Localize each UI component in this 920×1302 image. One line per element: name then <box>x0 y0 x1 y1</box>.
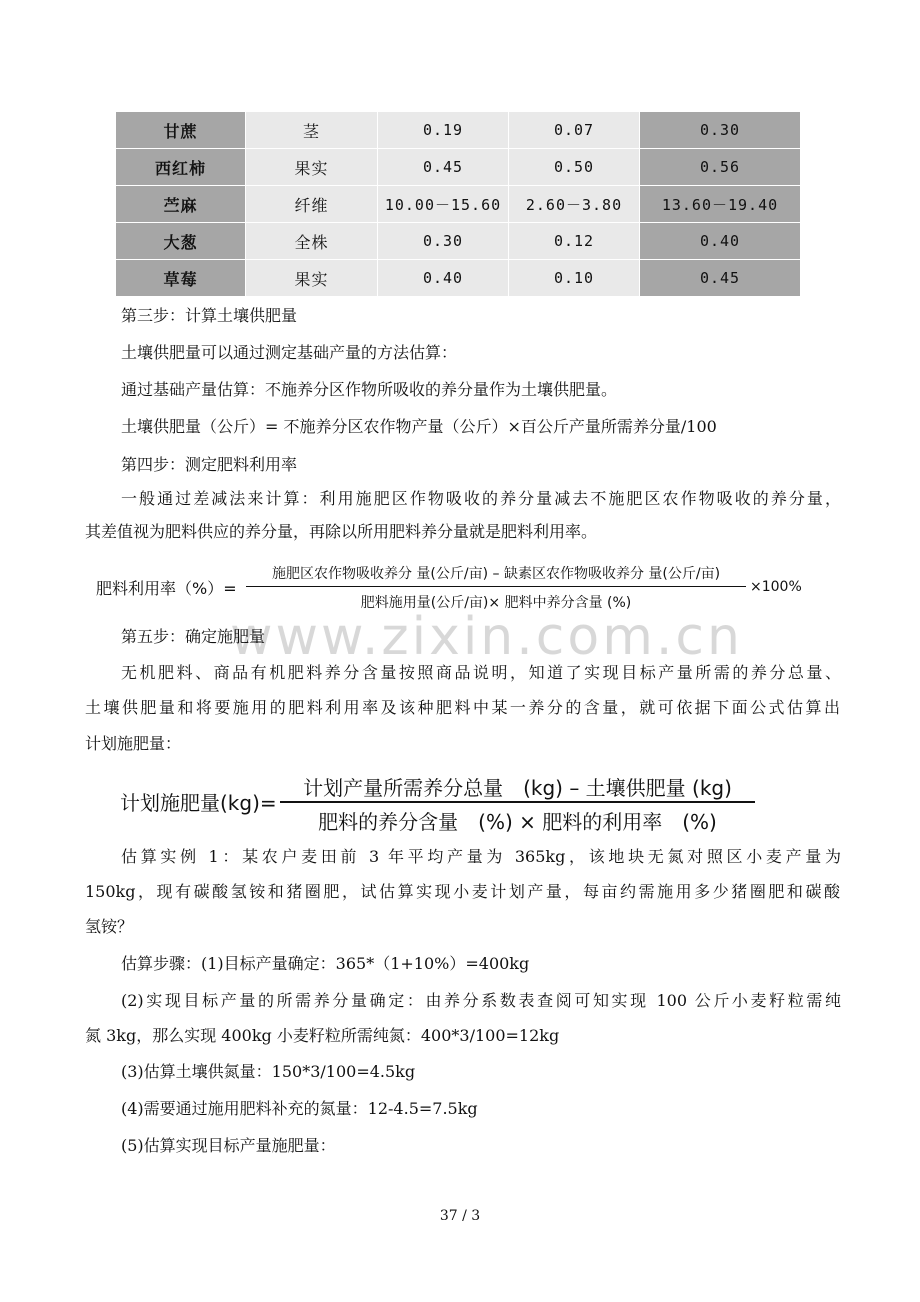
crop-name-cell: 大葱 <box>116 223 246 260</box>
table-row <box>116 186 801 223</box>
formula-lhs: 计划施肥量(kg)= <box>120 791 277 815</box>
table-row <box>116 149 801 186</box>
table-cell: 0.56 <box>640 149 801 186</box>
table-row <box>116 112 801 149</box>
fraction-bar <box>246 586 746 587</box>
table-row <box>116 223 801 260</box>
step-line: (2)实现目标产量的所需养分量确定：由养分系数表查阅可知实现 100 公斤小麦籽粒需纯 <box>121 991 841 1010</box>
nutrient-table <box>115 111 801 297</box>
table-row <box>116 260 801 297</box>
example-paragraph: 150kg，现有碳酸氢铵和猪圈肥，试估算实现小麦计划产量，每亩约需施用多少猪圈肥和碳酸 <box>85 882 840 901</box>
crop-name-cell: 苎麻 <box>116 186 246 223</box>
nutrient-table-body <box>116 112 801 297</box>
table-cell: 0.30 <box>378 223 509 260</box>
step-line: 估算步骤：(1)目标产量确定：365*（1+10%）=400kg <box>121 954 530 973</box>
paragraph: 其差值视为肥料供应的养分量，再除以所用肥料养分量就是肥料利用率。 <box>85 522 598 541</box>
table-cell: 0.07 <box>509 112 640 149</box>
table-cell: 0.40 <box>640 223 801 260</box>
formula-numerator: 计划产量所需养分总量 (kg) – 土壤供肥量 (kg) <box>303 776 732 800</box>
table-cell: 0.40 <box>378 260 509 297</box>
crop-name-cell: 甘蔗 <box>116 112 246 149</box>
formula-numerator: 施肥区农作物吸收养分 量(公斤/亩) – 缺素区农作物吸收养分 量(公斤/亩) <box>271 566 721 582</box>
planned-fertilizer-formula <box>120 770 780 832</box>
paragraph: 无机肥料、商品有机肥料养分含量按照商品说明，知道了实现目标产量所需的养分总量、 <box>121 663 841 682</box>
formula-denominator: 肥料施用量(公斤/亩)× 肥料中养分含量 (%) <box>360 595 632 611</box>
paragraph: 土壤供肥量和将要施用的肥料利用率及该种肥料中某一养分的含量，就可依据下面公式估算出 <box>85 698 840 717</box>
table-cell: 0.50 <box>509 149 640 186</box>
paragraph: 土壤供肥量（公斤）= 不施养分区农作物产量（公斤）×百公斤产量所需养分量/100 <box>121 417 717 436</box>
paragraph: 计划施肥量： <box>85 734 182 753</box>
formula-tail: ×100% <box>750 579 802 595</box>
step-line: (4)需要通过施用肥料补充的氮量：12-4.5=7.5kg <box>121 1099 478 1118</box>
formula-lhs: 肥料利用率（%）= <box>96 579 237 598</box>
crop-name-cell: 草莓 <box>116 260 246 297</box>
table-cell: 10.00－15.60 <box>378 186 509 223</box>
fraction-bar <box>280 801 755 803</box>
table-cell: 0.45 <box>378 149 509 186</box>
step4-heading: 第四步：测定肥料利用率 <box>121 455 298 474</box>
step-line: 氮 3kg，那么实现 400kg 小麦籽粒所需纯氮：400*3/100=12kg <box>85 1026 560 1045</box>
table-cell: 果实 <box>246 260 378 297</box>
step5-heading: 第五步：确定施肥量 <box>121 627 266 646</box>
table-cell: 2.60－3.80 <box>509 186 640 223</box>
formula-denominator: 肥料的养分含量 (%) × 肥料的利用率 (%) <box>318 810 717 834</box>
table-cell: 纤维 <box>246 186 378 223</box>
table-cell: 13.60－19.40 <box>640 186 801 223</box>
step-line: (3)估算土壤供氮量：150*3/100=4.5kg <box>121 1062 416 1081</box>
page-number: 37 / 3 <box>439 1208 481 1224</box>
paragraph: 土壤供肥量可以通过测定基础产量的方法估算： <box>121 343 458 362</box>
table-cell: 0.19 <box>378 112 509 149</box>
table-cell: 0.10 <box>509 260 640 297</box>
example-paragraph: 氢铵？ <box>85 917 134 936</box>
step-line: (5)估算实现目标产量施肥量： <box>121 1136 336 1155</box>
watermark: www.zixin.com.cn <box>230 607 743 667</box>
step3-heading: 第三步：计算土壤供肥量 <box>121 306 298 325</box>
example-paragraph: 估算实例 1：某农户麦田前 3 年平均产量为 365kg，该地块无氮对照区小麦产量为 <box>121 847 841 866</box>
table-cell: 全株 <box>246 223 378 260</box>
table-cell: 0.12 <box>509 223 640 260</box>
paragraph: 一般通过差减法来计算：利用施肥区作物吸收的养分量减去不施肥区农作物吸收的养分量， <box>121 489 841 508</box>
table-cell: 0.30 <box>640 112 801 149</box>
table-cell: 0.45 <box>640 260 801 297</box>
table-cell: 茎 <box>246 112 378 149</box>
table-cell: 果实 <box>246 149 378 186</box>
crop-name-cell: 西红柿 <box>116 149 246 186</box>
paragraph: 通过基础产量估算：不施养分区作物所吸收的养分量作为土壤供肥量。 <box>121 380 618 399</box>
